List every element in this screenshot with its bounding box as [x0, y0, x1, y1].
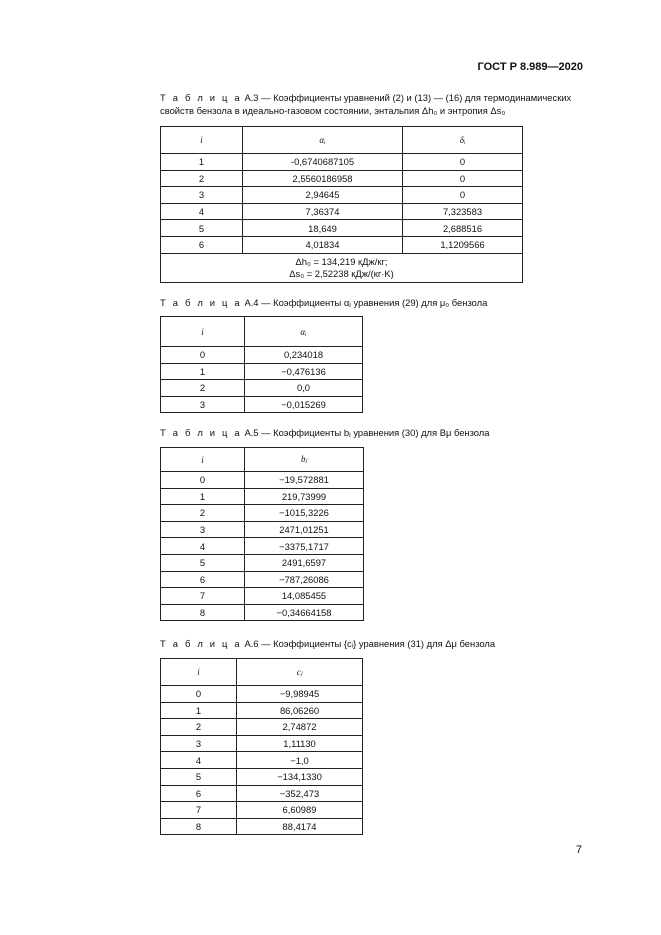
column-header: αᵢ: [245, 317, 363, 347]
table-cell: 7,323583: [403, 203, 523, 220]
table-cell: −352,473: [237, 785, 363, 802]
table-row: [161, 554, 364, 571]
table-cell: 18,649: [243, 220, 403, 237]
column-header: i: [161, 448, 245, 472]
table-row: [161, 187, 523, 204]
caption-line-1: А.3 — Коэффициенты уравнений (2) и (13) — (16) для термодинамических: [241, 92, 572, 103]
table-cell: 0: [403, 154, 523, 171]
table-cell: 3: [161, 521, 245, 538]
table-row: [161, 380, 363, 397]
column-header: i: [161, 659, 237, 686]
column-header: bⱼ: [245, 448, 364, 472]
table-a4-caption: [160, 296, 487, 309]
table-cell: 4,01834: [243, 236, 403, 253]
table-cell: 3: [161, 735, 237, 752]
table-row: [161, 220, 523, 237]
table-row: [161, 686, 363, 703]
table-row: [161, 363, 363, 380]
table-row: [161, 203, 523, 220]
table-a5-caption: [160, 426, 490, 439]
table-cell: 2,688516: [403, 220, 523, 237]
footnote-entropy: Δs₀ = 2,52238 кДж/(кг·K): [289, 267, 394, 279]
table-row: [161, 735, 363, 752]
table-row: [161, 785, 363, 802]
table-cell: 2: [161, 170, 243, 187]
table-row: [161, 702, 363, 719]
table-cell: 0: [161, 347, 245, 364]
table-a6-caption: [160, 637, 495, 650]
column-header: cⱼ: [237, 659, 363, 686]
caption-line-2: свойств бензола в идеально-газовом состоянии, энтальпия Δh₀ и энтропия Δs₀: [160, 105, 506, 116]
table-cell: 6: [161, 236, 243, 253]
table-cell: 0: [403, 187, 523, 204]
caption-prefix: Т а б л и ц а: [160, 638, 242, 649]
table-cell: 5: [161, 220, 243, 237]
footnote-enthalpy: Δh₀ = 134,219 кДж/кг;: [295, 255, 388, 267]
table-cell: 219,73999: [245, 488, 364, 505]
table-cell: 88,4174: [237, 818, 363, 835]
table-cell: 6: [161, 785, 237, 802]
table-cell: 86,06260: [237, 702, 363, 719]
table-cell: 7,36374: [243, 203, 403, 220]
table-cell: -0,6740687105: [243, 154, 403, 171]
table-cell: 0,234018: [245, 347, 363, 364]
table-cell: −1015,3226: [245, 505, 364, 522]
table-cell: 2471,01251: [245, 521, 364, 538]
table-cell: 1,1209566: [403, 236, 523, 253]
table-cell: 2,94645: [243, 187, 403, 204]
table-cell: 8: [161, 818, 237, 835]
table-cell: 1: [161, 488, 245, 505]
table-cell: 1: [161, 363, 245, 380]
table-a5: [160, 447, 364, 621]
table-cell: 3: [161, 396, 245, 413]
header-row: [161, 659, 363, 686]
table-cell: −3375,1717: [245, 538, 364, 555]
table-cell: −0,015269: [245, 396, 363, 413]
table-cell: 5: [161, 768, 237, 785]
table-cell: 2491,6597: [245, 554, 364, 571]
table-cell: 7: [161, 802, 237, 819]
table-cell: 2,5560186958: [243, 170, 403, 187]
table-cell: 5: [161, 554, 245, 571]
table-cell: 7: [161, 588, 245, 605]
table-cell: 1: [161, 702, 237, 719]
table-cell: 2: [161, 380, 245, 397]
table-cell: 2: [161, 719, 237, 736]
table-row: [161, 802, 363, 819]
table-row: [161, 505, 364, 522]
table-cell: 0: [403, 170, 523, 187]
table-row: [161, 719, 363, 736]
table-row: [161, 752, 363, 769]
table-cell: 1,11130: [237, 735, 363, 752]
table-cell: 14,085455: [245, 588, 364, 605]
table-cell: 6: [161, 571, 245, 588]
table-row: [161, 768, 363, 785]
header-row: [161, 127, 523, 154]
table-row: [161, 236, 523, 253]
table-cell: −0,34664158: [245, 604, 364, 621]
caption-prefix: Т а б л и ц а: [160, 92, 242, 103]
table-cell: 6,60989: [237, 802, 363, 819]
table-a4: [160, 316, 363, 413]
table-cell: 3: [161, 187, 243, 204]
table-cell: 2,74872: [237, 719, 363, 736]
caption-prefix: Т а б л и ц а: [160, 297, 242, 308]
table-a3-caption: [160, 91, 571, 117]
table-row: [161, 396, 363, 413]
table-row: [161, 521, 364, 538]
table-a3-footnote: [161, 253, 523, 282]
table-row: [161, 472, 364, 489]
column-header: i: [161, 317, 245, 347]
caption-text: А.6 — Коэффициенты {cᵢ} уравнения (31) для Δμ бензола: [241, 638, 496, 649]
table-cell: −9,98945: [237, 686, 363, 703]
table-row: [161, 604, 364, 621]
table-cell: 4: [161, 538, 245, 555]
page-number: 7: [575, 844, 582, 856]
caption-prefix: Т а б л и ц а: [160, 427, 242, 438]
table-cell: 4: [161, 203, 243, 220]
table-row: [161, 347, 363, 364]
table-cell: 0,0: [245, 380, 363, 397]
table-row: [161, 154, 523, 171]
column-header: i: [161, 127, 243, 154]
table-row: [161, 170, 523, 187]
caption-text: А.4 — Коэффициенты αⱼ уравнения (29) для μ₀ бензола: [241, 297, 488, 308]
table-a3: [160, 126, 523, 283]
caption-text: А.5 — Коэффициенты bⱼ уравнения (30) для Bμ бензола: [241, 427, 490, 438]
table-cell: 0: [161, 472, 245, 489]
table-cell: 0: [161, 686, 237, 703]
table-cell: 8: [161, 604, 245, 621]
table-cell: 4: [161, 752, 237, 769]
table-cell: −19,572881: [245, 472, 364, 489]
column-header: αᵢ: [243, 127, 403, 154]
table-cell: −134,1330: [237, 768, 363, 785]
column-header: δᵢ: [403, 127, 523, 154]
table-row: [161, 571, 364, 588]
table-row: [161, 818, 363, 835]
table-cell: 2: [161, 505, 245, 522]
table-row: [161, 488, 364, 505]
footnote-row: [161, 253, 523, 282]
table-a6: [160, 658, 363, 835]
document-header: ГОСТ Р 8.989—2020: [477, 61, 583, 73]
table-cell: −1,0: [237, 752, 363, 769]
header-row: [161, 448, 364, 472]
table-cell: −787,26086: [245, 571, 364, 588]
table-row: [161, 588, 364, 605]
table-row: [161, 538, 364, 555]
header-row: [161, 317, 363, 347]
table-cell: 1: [161, 154, 243, 171]
table-cell: −0,476136: [245, 363, 363, 380]
